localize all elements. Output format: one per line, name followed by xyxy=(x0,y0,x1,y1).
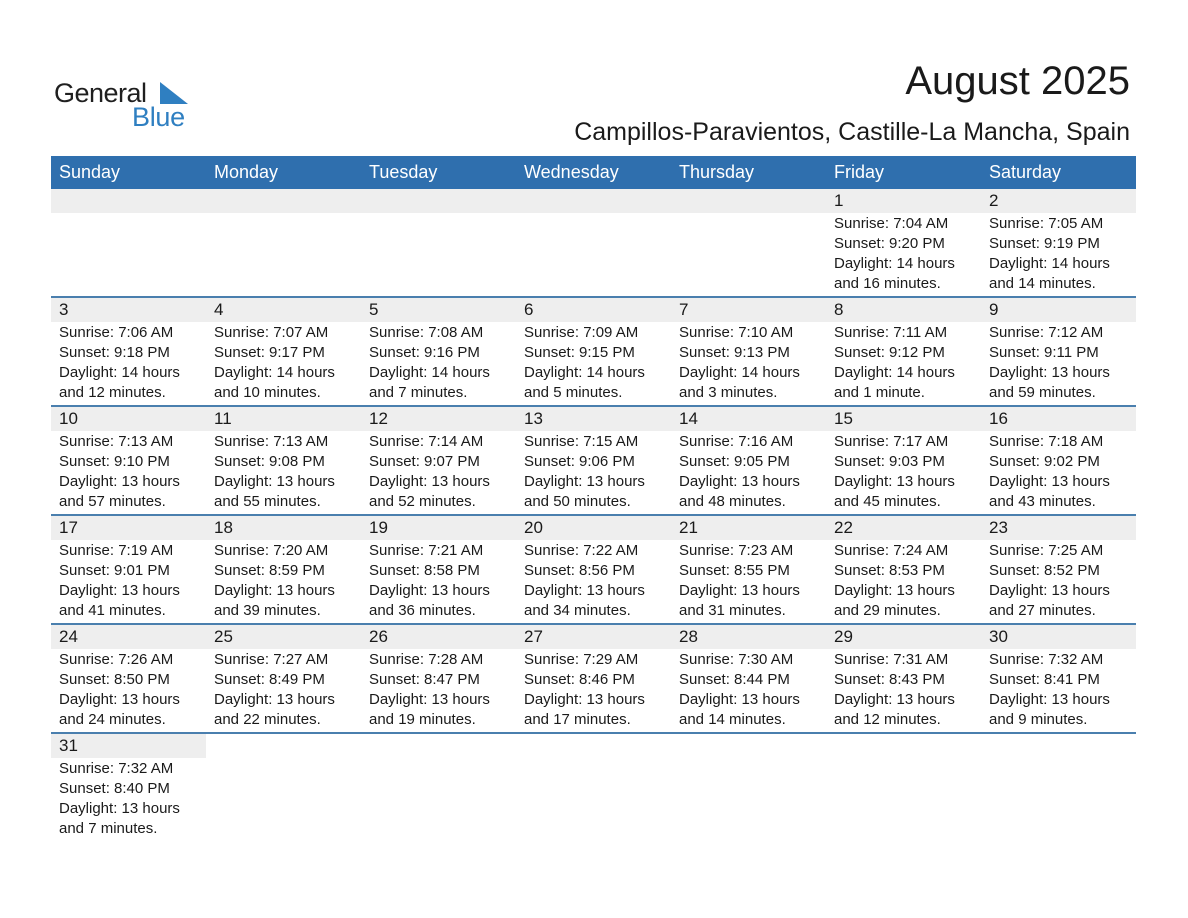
daylight-minutes: and 45 minutes. xyxy=(834,493,941,510)
daylight-minutes: and 10 minutes. xyxy=(214,384,321,401)
daylight-minutes: and 43 minutes. xyxy=(989,493,1096,510)
daylight-hours: Daylight: 13 hours xyxy=(834,473,955,490)
sunrise-time: Sunrise: 7:13 AM xyxy=(59,433,174,450)
sunset-time: Sunset: 8:43 PM xyxy=(834,671,945,688)
sunrise-time: Sunrise: 7:32 AM xyxy=(59,760,174,777)
day-number: 16 xyxy=(981,407,1136,431)
sunrise-time: Sunrise: 7:14 AM xyxy=(369,433,484,450)
page-title: August 2025 xyxy=(905,59,1130,103)
daylight-minutes: and 1 minute. xyxy=(834,384,925,401)
day-info xyxy=(981,213,1136,294)
sunset-time: Sunset: 9:12 PM xyxy=(834,344,945,361)
day-info xyxy=(516,649,671,730)
sunset-time: Sunset: 9:05 PM xyxy=(679,453,790,470)
day-cell xyxy=(361,407,516,514)
day-cell xyxy=(51,298,206,405)
sunset-time: Sunset: 8:56 PM xyxy=(524,562,635,579)
day-info xyxy=(671,322,826,403)
daylight-minutes: and 7 minutes. xyxy=(369,384,468,401)
logo-text-blue: Blue xyxy=(132,102,185,132)
day-number: 18 xyxy=(206,516,361,540)
daylight-minutes: and 50 minutes. xyxy=(524,493,631,510)
calendar-weeks xyxy=(51,189,1136,843)
daylight-minutes: and 55 minutes. xyxy=(214,493,321,510)
daylight-minutes: and 14 minutes. xyxy=(679,711,786,728)
sunset-time: Sunset: 8:52 PM xyxy=(989,562,1100,579)
day-info xyxy=(826,213,981,294)
day-info xyxy=(361,540,516,621)
sunset-time: Sunset: 9:06 PM xyxy=(524,453,635,470)
week-row xyxy=(51,407,1136,516)
day-number: 22 xyxy=(826,516,981,540)
day-info xyxy=(51,540,206,621)
day-cell xyxy=(671,298,826,405)
daylight-hours: Daylight: 13 hours xyxy=(524,691,645,708)
sunset-time: Sunset: 9:08 PM xyxy=(214,453,325,470)
day-info xyxy=(516,431,671,512)
day-info xyxy=(516,540,671,621)
day-cell xyxy=(981,407,1136,514)
day-number: 3 xyxy=(51,298,206,322)
sunrise-time: Sunrise: 7:32 AM xyxy=(989,651,1104,668)
day-cell xyxy=(981,625,1136,732)
daylight-minutes: and 57 minutes. xyxy=(59,493,166,510)
daylight-hours: Daylight: 13 hours xyxy=(214,582,335,599)
empty-day-cell xyxy=(981,734,1136,843)
day-cell xyxy=(671,625,826,732)
empty-day-strip xyxy=(516,189,671,213)
day-info xyxy=(826,540,981,621)
sunrise-time: Sunrise: 7:11 AM xyxy=(834,324,948,341)
daylight-minutes: and 59 minutes. xyxy=(989,384,1096,401)
empty-day-strip xyxy=(206,189,361,213)
sunset-time: Sunset: 9:11 PM xyxy=(989,344,1099,361)
weekday-header-monday: Monday xyxy=(214,162,279,182)
day-number: 7 xyxy=(671,298,826,322)
sunrise-time: Sunrise: 7:23 AM xyxy=(679,542,794,559)
day-info xyxy=(51,758,206,839)
daylight-hours: Daylight: 13 hours xyxy=(679,691,800,708)
empty-day-cell xyxy=(361,189,516,296)
day-info xyxy=(981,322,1136,403)
daylight-hours: Daylight: 14 hours xyxy=(214,364,335,381)
sunset-time: Sunset: 9:17 PM xyxy=(214,344,325,361)
day-number: 20 xyxy=(516,516,671,540)
daylight-minutes: and 29 minutes. xyxy=(834,602,941,619)
sunset-time: Sunset: 9:03 PM xyxy=(834,453,945,470)
sunrise-time: Sunrise: 7:05 AM xyxy=(989,215,1104,232)
daylight-hours: Daylight: 13 hours xyxy=(214,691,335,708)
sunrise-time: Sunrise: 7:31 AM xyxy=(834,651,949,668)
day-cell xyxy=(516,298,671,405)
day-info xyxy=(671,431,826,512)
day-info xyxy=(206,540,361,621)
logo xyxy=(54,78,194,132)
week-row xyxy=(51,189,1136,298)
sunset-time: Sunset: 8:50 PM xyxy=(59,671,170,688)
daylight-hours: Daylight: 13 hours xyxy=(59,582,180,599)
logo-text-general: General xyxy=(54,78,147,108)
day-info xyxy=(826,322,981,403)
day-info xyxy=(826,649,981,730)
day-cell xyxy=(671,516,826,623)
day-cell xyxy=(826,625,981,732)
day-cell xyxy=(361,516,516,623)
weekday-header-sunday: Sunday xyxy=(59,162,121,182)
daylight-hours: Daylight: 13 hours xyxy=(59,800,180,817)
day-number: 29 xyxy=(826,625,981,649)
day-number: 8 xyxy=(826,298,981,322)
day-cell xyxy=(981,298,1136,405)
daylight-minutes: and 52 minutes. xyxy=(369,493,476,510)
sunset-time: Sunset: 9:13 PM xyxy=(679,344,790,361)
day-number: 10 xyxy=(51,407,206,431)
day-info xyxy=(516,322,671,403)
daylight-hours: Daylight: 13 hours xyxy=(369,473,490,490)
empty-day-cell xyxy=(361,734,516,843)
daylight-hours: Daylight: 14 hours xyxy=(369,364,490,381)
sunset-time: Sunset: 8:46 PM xyxy=(524,671,635,688)
daylight-minutes: and 3 minutes. xyxy=(679,384,778,401)
day-cell xyxy=(51,407,206,514)
location-subtitle: Campillos-Paravientos, Castille-La Mancha, Spain xyxy=(574,118,1130,146)
sunset-time: Sunset: 8:41 PM xyxy=(989,671,1100,688)
sunset-time: Sunset: 9:02 PM xyxy=(989,453,1100,470)
daylight-minutes: and 9 minutes. xyxy=(989,711,1088,728)
day-cell xyxy=(51,734,206,843)
day-cell xyxy=(826,407,981,514)
daylight-minutes: and 16 minutes. xyxy=(834,275,941,292)
sunrise-time: Sunrise: 7:28 AM xyxy=(369,651,484,668)
daylight-minutes: and 14 minutes. xyxy=(989,275,1096,292)
day-info xyxy=(671,649,826,730)
day-number: 2 xyxy=(981,189,1136,213)
daylight-hours: Daylight: 13 hours xyxy=(59,691,180,708)
weekday-header-saturday: Saturday xyxy=(989,162,1062,182)
day-cell xyxy=(826,298,981,405)
day-cell xyxy=(826,516,981,623)
day-number: 14 xyxy=(671,407,826,431)
sunset-time: Sunset: 8:49 PM xyxy=(214,671,325,688)
sunrise-time: Sunrise: 7:10 AM xyxy=(679,324,794,341)
sunrise-time: Sunrise: 7:08 AM xyxy=(369,324,484,341)
day-number: 23 xyxy=(981,516,1136,540)
day-number: 11 xyxy=(206,407,361,431)
day-info xyxy=(361,322,516,403)
day-number: 28 xyxy=(671,625,826,649)
week-row xyxy=(51,625,1136,734)
day-cell xyxy=(206,407,361,514)
daylight-minutes: and 34 minutes. xyxy=(524,602,631,619)
sunset-time: Sunset: 9:07 PM xyxy=(369,453,480,470)
sunset-time: Sunset: 9:01 PM xyxy=(59,562,170,579)
day-cell xyxy=(516,516,671,623)
daylight-minutes: and 48 minutes. xyxy=(679,493,786,510)
day-info xyxy=(206,431,361,512)
daylight-minutes: and 31 minutes. xyxy=(679,602,786,619)
empty-day-cell xyxy=(516,189,671,296)
day-number: 26 xyxy=(361,625,516,649)
weekday-header-thursday: Thursday xyxy=(679,162,755,182)
daylight-minutes: and 7 minutes. xyxy=(59,820,158,837)
sunrise-time: Sunrise: 7:15 AM xyxy=(524,433,639,450)
sunrise-time: Sunrise: 7:25 AM xyxy=(989,542,1104,559)
daylight-hours: Daylight: 13 hours xyxy=(524,473,645,490)
day-cell xyxy=(51,625,206,732)
daylight-hours: Daylight: 13 hours xyxy=(989,582,1110,599)
sunset-time: Sunset: 9:16 PM xyxy=(369,344,480,361)
day-info xyxy=(826,431,981,512)
day-info xyxy=(981,540,1136,621)
empty-day-cell xyxy=(206,189,361,296)
day-number: 31 xyxy=(51,734,206,758)
day-info xyxy=(981,431,1136,512)
week-row xyxy=(51,734,1136,843)
sunrise-time: Sunrise: 7:12 AM xyxy=(989,324,1104,341)
daylight-minutes: and 39 minutes. xyxy=(214,602,321,619)
sunset-time: Sunset: 9:15 PM xyxy=(524,344,635,361)
day-number: 17 xyxy=(51,516,206,540)
daylight-hours: Daylight: 13 hours xyxy=(369,582,490,599)
daylight-hours: Daylight: 13 hours xyxy=(59,473,180,490)
daylight-minutes: and 27 minutes. xyxy=(989,602,1096,619)
day-cell xyxy=(51,516,206,623)
empty-day-cell xyxy=(51,189,206,296)
daylight-minutes: and 22 minutes. xyxy=(214,711,321,728)
sunset-time: Sunset: 8:47 PM xyxy=(369,671,480,688)
sunset-time: Sunset: 9:19 PM xyxy=(989,235,1100,252)
daylight-minutes: and 41 minutes. xyxy=(59,602,166,619)
day-info xyxy=(206,322,361,403)
sunrise-time: Sunrise: 7:20 AM xyxy=(214,542,329,559)
sunset-time: Sunset: 8:40 PM xyxy=(59,780,170,797)
day-cell xyxy=(671,407,826,514)
empty-day-strip xyxy=(51,189,206,213)
weekday-header-wednesday: Wednesday xyxy=(524,162,619,182)
empty-day-strip xyxy=(361,189,516,213)
day-number: 27 xyxy=(516,625,671,649)
day-cell xyxy=(361,625,516,732)
sunset-time: Sunset: 8:55 PM xyxy=(679,562,790,579)
daylight-minutes: and 19 minutes. xyxy=(369,711,476,728)
day-number: 19 xyxy=(361,516,516,540)
sunrise-time: Sunrise: 7:29 AM xyxy=(524,651,639,668)
daylight-hours: Daylight: 14 hours xyxy=(989,255,1110,272)
sunrise-time: Sunrise: 7:21 AM xyxy=(369,542,484,559)
day-info xyxy=(361,649,516,730)
day-info xyxy=(51,322,206,403)
weekday-header-row xyxy=(51,156,1136,189)
daylight-hours: Daylight: 13 hours xyxy=(834,582,955,599)
sunrise-time: Sunrise: 7:30 AM xyxy=(679,651,794,668)
sunset-time: Sunset: 9:10 PM xyxy=(59,453,170,470)
empty-day-strip xyxy=(671,189,826,213)
day-number: 30 xyxy=(981,625,1136,649)
sunrise-time: Sunrise: 7:18 AM xyxy=(989,433,1104,450)
day-info xyxy=(51,431,206,512)
empty-day-cell xyxy=(206,734,361,843)
sunrise-time: Sunrise: 7:19 AM xyxy=(59,542,174,559)
week-row xyxy=(51,298,1136,407)
day-cell xyxy=(206,298,361,405)
weekday-header-friday: Friday xyxy=(834,162,885,182)
day-number: 12 xyxy=(361,407,516,431)
daylight-hours: Daylight: 13 hours xyxy=(369,691,490,708)
empty-day-cell xyxy=(671,189,826,296)
empty-day-cell xyxy=(826,734,981,843)
logo-triangle-icon xyxy=(158,82,190,104)
daylight-minutes: and 12 minutes. xyxy=(59,384,166,401)
daylight-hours: Daylight: 14 hours xyxy=(834,255,955,272)
day-cell xyxy=(206,516,361,623)
day-cell xyxy=(361,298,516,405)
day-number: 25 xyxy=(206,625,361,649)
daylight-hours: Daylight: 13 hours xyxy=(989,473,1110,490)
daylight-hours: Daylight: 13 hours xyxy=(214,473,335,490)
day-cell xyxy=(516,407,671,514)
day-info xyxy=(671,540,826,621)
sunrise-time: Sunrise: 7:24 AM xyxy=(834,542,949,559)
empty-day-cell xyxy=(516,734,671,843)
daylight-hours: Daylight: 14 hours xyxy=(524,364,645,381)
daylight-hours: Daylight: 14 hours xyxy=(834,364,955,381)
daylight-hours: Daylight: 14 hours xyxy=(59,364,180,381)
sunset-time: Sunset: 8:59 PM xyxy=(214,562,325,579)
sunrise-time: Sunrise: 7:27 AM xyxy=(214,651,329,668)
day-number: 5 xyxy=(361,298,516,322)
day-number: 24 xyxy=(51,625,206,649)
daylight-minutes: and 12 minutes. xyxy=(834,711,941,728)
daylight-hours: Daylight: 13 hours xyxy=(834,691,955,708)
day-number: 13 xyxy=(516,407,671,431)
day-info xyxy=(51,649,206,730)
sunrise-time: Sunrise: 7:22 AM xyxy=(524,542,639,559)
sunrise-time: Sunrise: 7:26 AM xyxy=(59,651,174,668)
sunrise-time: Sunrise: 7:16 AM xyxy=(679,433,794,450)
daylight-hours: Daylight: 13 hours xyxy=(679,582,800,599)
sunset-time: Sunset: 8:58 PM xyxy=(369,562,480,579)
calendar-grid xyxy=(51,156,1136,843)
day-cell xyxy=(206,625,361,732)
day-number: 6 xyxy=(516,298,671,322)
weekday-header-tuesday: Tuesday xyxy=(369,162,438,182)
daylight-minutes: and 17 minutes. xyxy=(524,711,631,728)
sunset-time: Sunset: 8:53 PM xyxy=(834,562,945,579)
daylight-minutes: and 36 minutes. xyxy=(369,602,476,619)
sunrise-time: Sunrise: 7:17 AM xyxy=(834,433,949,450)
day-info xyxy=(361,431,516,512)
daylight-hours: Daylight: 13 hours xyxy=(989,691,1110,708)
daylight-hours: Daylight: 14 hours xyxy=(679,364,800,381)
day-number: 15 xyxy=(826,407,981,431)
day-cell xyxy=(826,189,981,296)
sunrise-time: Sunrise: 7:06 AM xyxy=(59,324,174,341)
daylight-hours: Daylight: 13 hours xyxy=(989,364,1110,381)
day-number: 4 xyxy=(206,298,361,322)
empty-day-cell xyxy=(671,734,826,843)
day-cell xyxy=(981,516,1136,623)
sunrise-time: Sunrise: 7:07 AM xyxy=(214,324,329,341)
day-number: 1 xyxy=(826,189,981,213)
sunrise-time: Sunrise: 7:04 AM xyxy=(834,215,949,232)
week-row xyxy=(51,516,1136,625)
day-cell xyxy=(516,625,671,732)
day-info xyxy=(206,649,361,730)
sunset-time: Sunset: 9:20 PM xyxy=(834,235,945,252)
day-number: 21 xyxy=(671,516,826,540)
daylight-hours: Daylight: 13 hours xyxy=(679,473,800,490)
daylight-hours: Daylight: 13 hours xyxy=(524,582,645,599)
sunrise-time: Sunrise: 7:13 AM xyxy=(214,433,329,450)
daylight-minutes: and 24 minutes. xyxy=(59,711,166,728)
day-number: 9 xyxy=(981,298,1136,322)
sunset-time: Sunset: 8:44 PM xyxy=(679,671,790,688)
sunrise-time: Sunrise: 7:09 AM xyxy=(524,324,639,341)
day-info xyxy=(981,649,1136,730)
daylight-minutes: and 5 minutes. xyxy=(524,384,623,401)
day-cell xyxy=(981,189,1136,296)
sunset-time: Sunset: 9:18 PM xyxy=(59,344,170,361)
